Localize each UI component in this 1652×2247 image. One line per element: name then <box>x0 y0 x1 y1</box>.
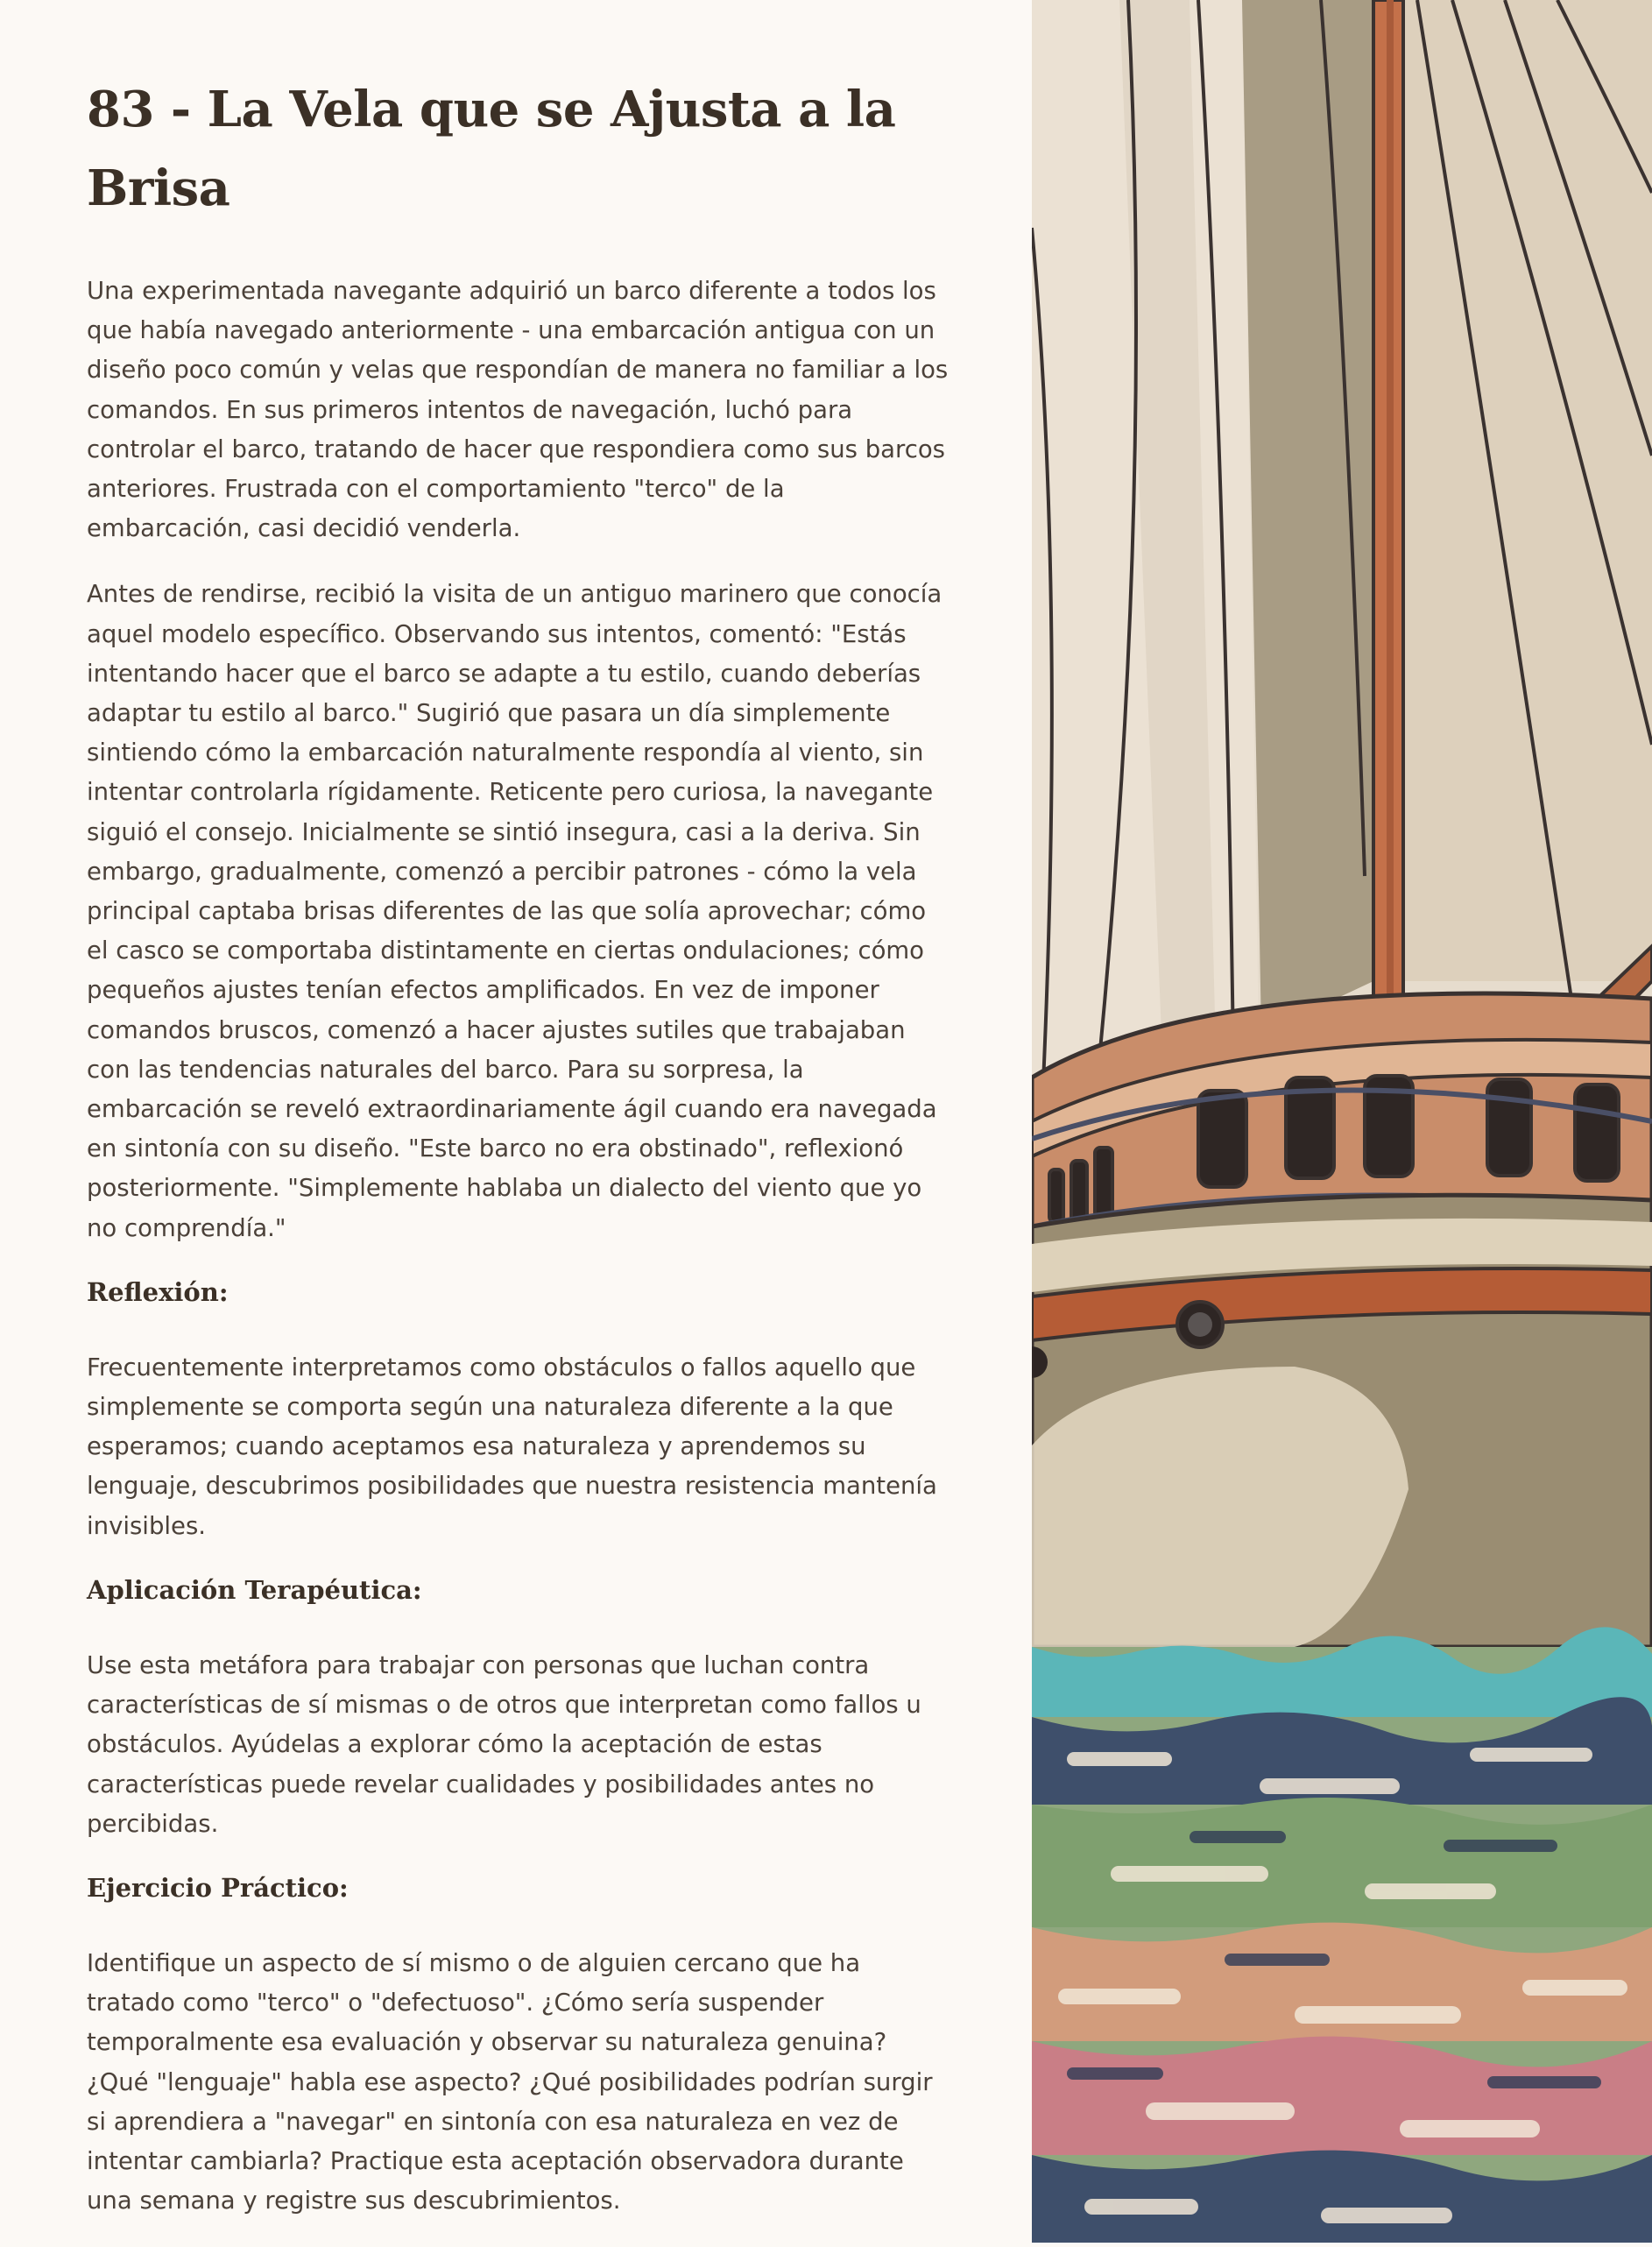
exercise-text: Identifique un aspecto de sí mismo o de alguien cercano que ha tratado como "terco" o "defectuoso". ¿Cómo sería suspender temporalmente esa evaluación y observar su naturaleza genuina? ¿Qué "lenguaje" habla ese aspecto? ¿Qué posibilidades podrían surgir si aprendiera a "navegar" en sintonía con esa naturaleza en vez de intentar cambiarla? Practique esta aceptación observadora durante una semana y registre sus descubrimientos. <box>87 1948 933 2215</box>
story-paragraph-2: Antes de rendirse, recibió la visita de un antiguo marinero que conocía aquel modelo específico. Observando sus intentos, comentó: "Estás intentando hacer que el barco se adapte a tu estilo, cuando deberías adaptar tu estilo al barco." Sugirió que pasara un día simplemente sintiendo cómo la embarcación naturalmente respondía al viento, sin intentar controlarla rígidamente. Reticente pero curiosa, la navegante siguió el consejo. Inicialmente se sintió insegura, casi a la deriva. Sin embargo, gradualmente, comenzó a percibir patrones - cómo la vela principal captaba brisas diferentes de las que solía aprovechar; cómo el casco se comportaba distintamente en ciertas ondulaciones; cómo pequeños ajustes tenían efectos amplificados. En vez de imponer comandos bruscos, comenzó a hacer ajustes sutiles que trabajaban con las tendencias naturales del barco. Para su sorpresa, la embarcación se reveló extraordinariamente ágil cuando era navegada en sintonía con su diseño. "Este barco no era obstinado", reflexionó posteriormente. "Simplemente hablaba un dialecto del viento que yo no comprendía." <box>87 580 942 1242</box>
reflection-text: Frecuentemente interpretamos como obstáculos o fallos aquello que simplemente se comporta según una naturaleza diferente a la que esperamos; cuando aceptamos esa naturaleza y aprendemos su lenguaje, descubrimos posibilidades que nuestra resistencia mantenía invisibles. <box>87 1353 937 1540</box>
text-column <box>87 70 954 2247</box>
hull-highlight <box>1032 1367 1408 1647</box>
application-text: Use esta metáfora para trabajar con personas que luchan contra características de sí mismas o de otros que interpretan como fallos u obstáculos. Ayúdelas a explorar cómo la aceptación de estas características puede revelar cualidades y posibilidades antes no percibidas. <box>87 1650 921 1838</box>
story-paragraph-1: Una experimentada navegante adquirió un barco diferente a todos los que había navegado anteriormente - una embarcación antigua con un diseño poco común y velas que respondían de manera no familiar a los comandos. En sus primeros intentos de navegación, luchó para controlar el barco, tratando de hacer que respondiera como sus barcos anteriores. Frustrada con el comportamiento "terco" de la embarcación, casi decidió venderla. <box>87 277 949 543</box>
application-heading: Aplicación Terapéutica: <box>87 1574 422 1605</box>
exercise-heading: Ejercicio Práctico: <box>87 1872 349 1903</box>
sail-center <box>1242 0 1382 1034</box>
page-title: 83 - La Vela que se Ajusta a la Brisa <box>87 81 896 217</box>
sail-right <box>1375 0 1652 981</box>
sailing-ship-illustration <box>1032 0 1652 2243</box>
reflection-heading: Reflexión: <box>87 1276 229 1307</box>
